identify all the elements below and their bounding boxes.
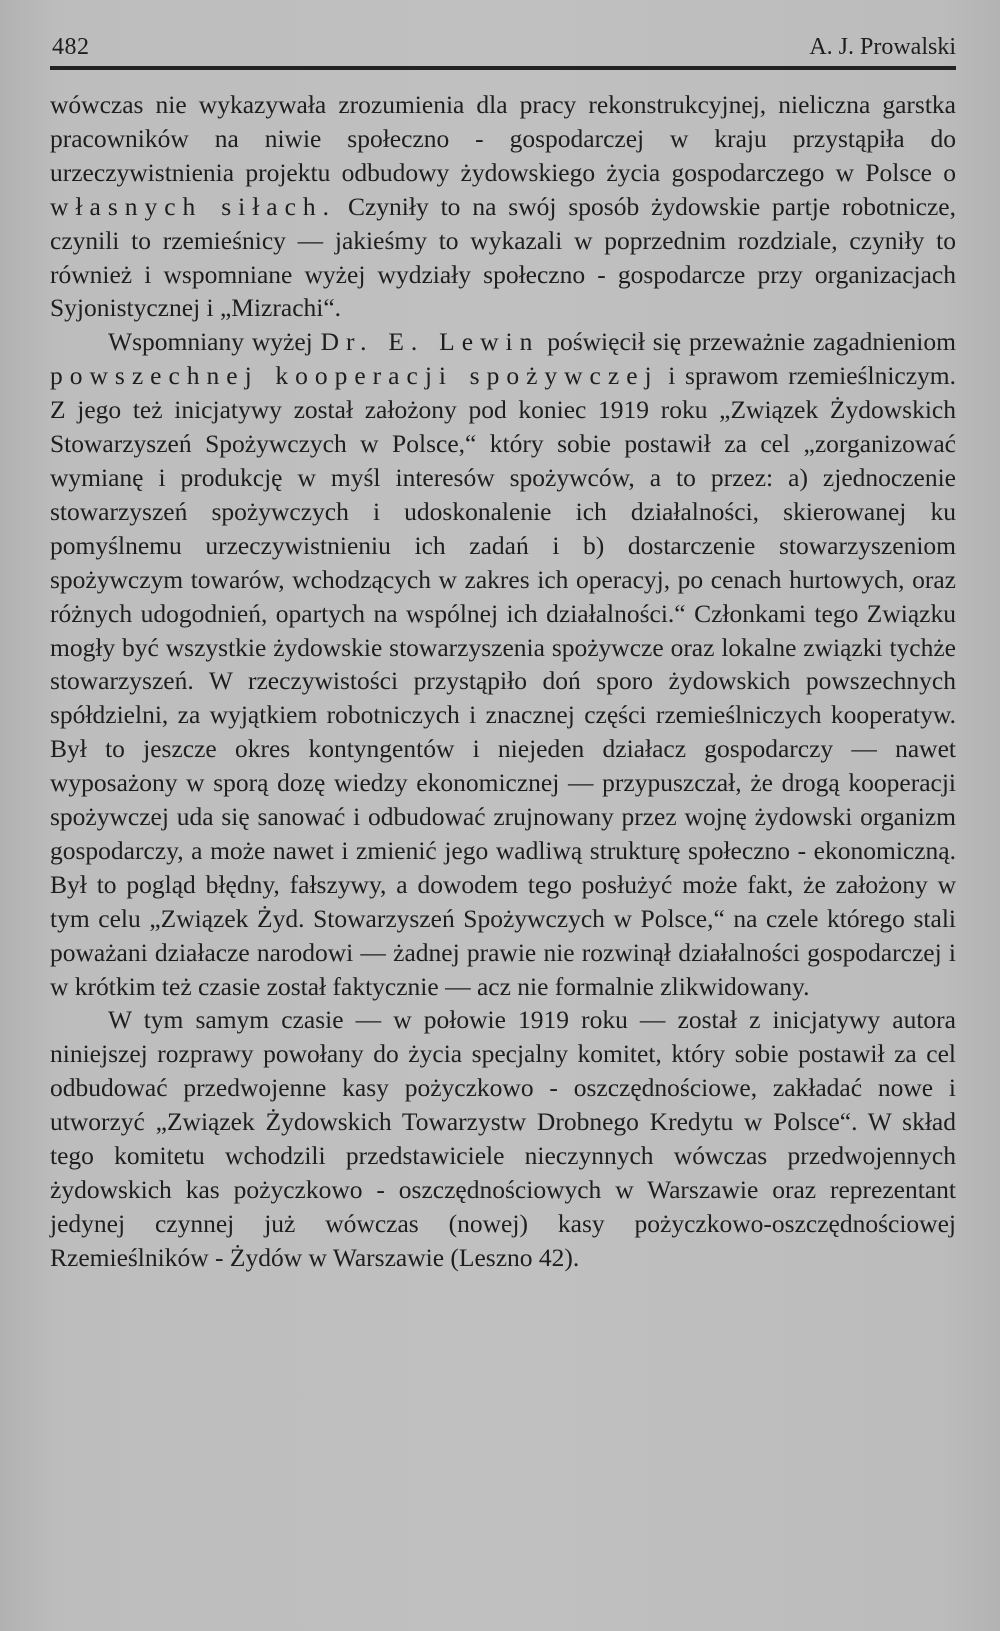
body-text xyxy=(50,88,956,1275)
paragraph-text: wówczas nie wykazywała zrozumienia dla pracy rekonstrukcyjnej, nieliczna garstka pracowników na niwie społeczno - gospodarczej w kraju przystąpiła do urzeczywistnienia projektu odbudowy żydowskiego życia gospodarczego w Polsce o xyxy=(50,90,956,187)
paragraph xyxy=(50,88,956,325)
paragraph-text: poświęcił się przeważnie zagadnieniom xyxy=(539,327,956,357)
paragraph-text: Czyniły to na swój sposób żydowskie partje robotnicze, czynili to rzemieśnicy — jakieśmy to wykazali w poprzednim rozdziale, czyniły to również i wspomniane wyżej wydziały społeczno - gospodarcze przy organizacjach Syjonistycznej i „Mizrachi“. xyxy=(50,191,956,323)
running-head-author: A. J. Prowalski xyxy=(809,34,956,60)
page-number: 482 xyxy=(52,34,90,60)
spaced-emphasis-text: powszechnej kooperacji spożywczej xyxy=(50,361,659,391)
paragraph-text: Wspomniany wyżej xyxy=(108,327,321,357)
header-rule xyxy=(50,66,956,70)
paragraph xyxy=(50,1003,956,1274)
paragraph-text: W tym samym czasie — w połowie 1919 roku — został z inicjatywy autora niniejszej rozprawy powołany do życia specjalny komitet, który sobie postawił za cel odbudować przedwojenne kasy pożyczkowo - oszczędnościowe, zakładać nowe i utworzyć „Związek Żydowskich Towarzystw Drobnego Kredytu w Polsce“. W skład tego komitetu wchodzili przedstawiciele nieczynnych wówczas przedwojennych żydowskich kas pożyczkowo - oszczędnościowych w Warszawie oraz reprezentant jedynej czynnej już wówczas (nowej) kasy pożyczkowo-oszczędnościowej Rzemieślników - Żydów w Warszawie (Leszno 42). xyxy=(50,1005,956,1272)
spaced-emphasis-text: Dr. E. Lewin xyxy=(320,327,540,357)
spaced-emphasis-text: własnych siłach. xyxy=(50,191,337,221)
page-header xyxy=(52,30,956,70)
paragraph xyxy=(50,325,956,1003)
paragraph-text: i sprawom rzemieślniczym. Z jego też inicjatywy został założony pod koniec 1919 roku „Związek Żydowskich Stowarzyszeń Spożywczych w Polsce,“ który sobie postawił za cel „zorganizować wymianę i produkcję w myśl interesów spożywców, a to przez: a) zjednoczenie stowarzyszeń spożywczych i udoskonalenie ich działalności, skierowanej ku pomyślnemu urzeczywistnieniu ich zadań i b) dostarczenie stowarzyszeniom spożywczym towarów, wchodzących w zakres ich operacyj, po cenach hurtowych, oraz różnych udogodnień, opartych na wspólnej ich działalności.“ Członkami tego Związku mogły być wszystkie żydowskie stowarzyszenia spożywcze oraz lokalne związki tychże stowarzyszeń. W rzeczywistości przystąpiło doń sporo żydowskich powszechnych spółdzielni, za wyjątkiem robotniczych i znacznej części rzemieślniczych kooperatyw. Był to jeszcze okres kontyngentów i niejeden działacz gospodarczy — nawet wyposażony w sporą dozę wiedzy ekonomicznej — przypuszczał, że drogą kooperacji spożywczej uda się sanować i odbudować zrujnowany przez wojnę żydowski organizm gospodarczy, a może nawet i zmienić jego wadliwą strukturę społeczno - ekonomiczną. Był to pogląd błędny, fałszywy, a dowodem tego posłużyć może fakt, że założony w tym celu „Związek Żyd. Stowarzyszeń Spożywczych w Polsce,“ na czele którego stali poważani działacze narodowi — żadnej prawie nie rozwinął działalności gospodarczej i w krótkim też czasie został faktycznie — acz nie formalnie zlikwidowany. xyxy=(50,361,956,1001)
